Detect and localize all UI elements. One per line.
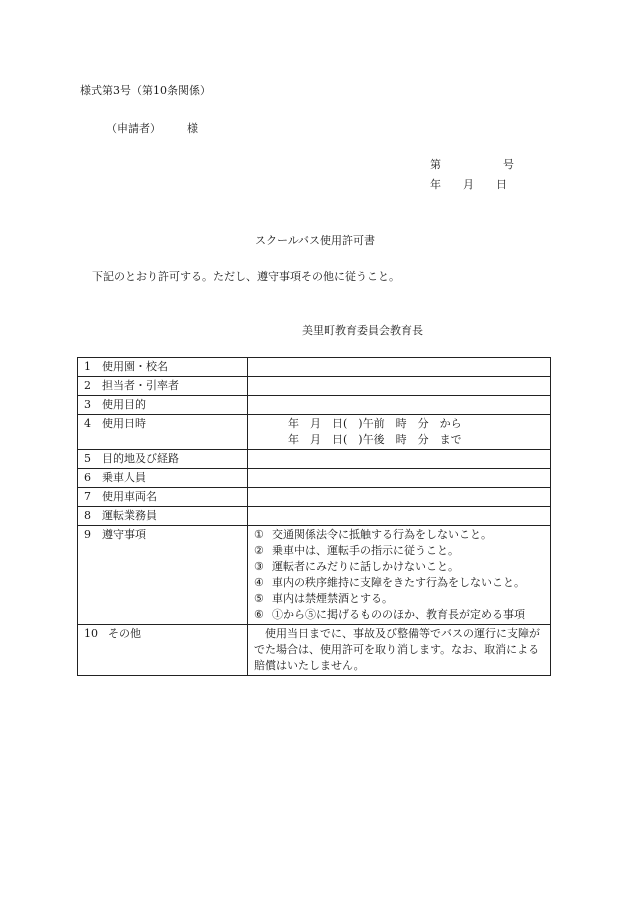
row-label (78, 507, 248, 526)
rule-item (254, 559, 544, 575)
form-number: 様式第3号（第10条関係） (80, 84, 211, 97)
permit-table (77, 357, 551, 676)
other-notes: 使用当日までに、事故及び整備等でバスの運行に支障がでた場合は、使用許可を取り消します。なお、取消による賠償はいたしません。 (248, 625, 551, 676)
row-value[interactable] (248, 488, 551, 507)
rule-item (254, 527, 544, 543)
row-number: 5 (84, 452, 91, 465)
rule-mark: ⑤ (254, 592, 264, 605)
document-title: スクールバス使用許可書 (254, 234, 375, 247)
row-number: 2 (84, 379, 91, 392)
row-value[interactable] (248, 469, 551, 488)
rule-text: 車内の秩序維持に支障をきたす行為をしないこと。 (272, 576, 525, 589)
rule-text: 車内は禁煙禁酒とする。 (272, 592, 393, 605)
honorific: 様 (187, 122, 198, 135)
rule-mark: ① (254, 528, 264, 541)
table-row-vehicle (78, 488, 551, 507)
table-row-destination (78, 450, 551, 469)
start-time-line: 年 月 日( )午前 時 分 から (288, 417, 462, 430)
issuer: 美里町教育委員会教育長 (302, 324, 423, 337)
row-label-text: 使用目的 (102, 398, 146, 411)
rule-text: 交通関係法令に抵触する行為をしないこと。 (272, 528, 492, 541)
table-row-passengers (78, 469, 551, 488)
row-label-text: その他 (108, 627, 141, 640)
row-label-text: 乗車人員 (102, 471, 146, 484)
document-date (430, 176, 507, 192)
rule-item (254, 591, 544, 607)
row-label-text: 目的地及び経路 (102, 452, 179, 465)
row-number: 4 (84, 417, 91, 430)
table-row-driver (78, 507, 551, 526)
row-value[interactable] (248, 358, 551, 377)
row-number: 9 (84, 528, 91, 541)
row-number: 1 (84, 360, 91, 373)
table-row-person (78, 377, 551, 396)
row-number: 8 (84, 509, 91, 522)
row-label (78, 625, 248, 676)
rule-mark: ⑥ (254, 608, 264, 621)
row-label-text: 使用園・校名 (102, 360, 168, 373)
rule-mark: ④ (254, 576, 264, 589)
row-value[interactable] (248, 507, 551, 526)
row-number: 3 (84, 398, 91, 411)
row-label (78, 526, 248, 625)
row-number: 7 (84, 490, 91, 503)
row-label-text: 運転業務員 (102, 509, 157, 522)
doc-no-suffix: 号 (503, 158, 514, 171)
row-value[interactable] (248, 377, 551, 396)
row-label (78, 377, 248, 396)
row-number: 6 (84, 471, 91, 484)
table-row-school (78, 358, 551, 377)
row-value[interactable] (248, 450, 551, 469)
date-year: 年 (430, 178, 441, 191)
row-label (78, 450, 248, 469)
datetime-value[interactable] (248, 415, 551, 450)
row-label-text: 担当者・引率者 (102, 379, 179, 392)
doc-no-prefix: 第 (430, 158, 441, 171)
end-time-line: 年 月 日( )午後 時 分 まで (288, 433, 462, 446)
table-row-rules (78, 526, 551, 625)
rule-text: 乗車中は、運転手の指示に従うこと。 (272, 544, 459, 557)
rule-text: ①から⑤に掲げるもののほか、教育長が定める事項 (272, 608, 525, 621)
rule-text: 運転者にみだりに話しかけないこと。 (272, 560, 459, 573)
row-number: 10 (84, 627, 98, 640)
rule-mark: ② (254, 544, 264, 557)
table-row-other (78, 625, 551, 676)
row-label-text: 使用日時 (102, 417, 146, 430)
date-month: 月 (463, 178, 474, 191)
rule-item (254, 543, 544, 559)
table-row-datetime (78, 415, 551, 450)
row-label-text: 遵守事項 (102, 528, 146, 541)
row-label (78, 415, 248, 450)
applicant-label: （申請者） (106, 122, 161, 135)
body-text: 下記のとおり許可する。ただし、遵守事項その他に従うこと。 (92, 270, 400, 283)
row-label (78, 488, 248, 507)
row-label (78, 469, 248, 488)
rule-item (254, 575, 544, 591)
date-day: 日 (496, 178, 507, 191)
row-label (78, 358, 248, 377)
applicant-line (106, 120, 198, 136)
row-label-text: 使用車両名 (102, 490, 157, 503)
rules-list (248, 526, 551, 625)
row-label (78, 396, 248, 415)
document-number (430, 156, 514, 172)
table-row-purpose (78, 396, 551, 415)
rule-mark: ③ (254, 560, 264, 573)
row-value[interactable] (248, 396, 551, 415)
rule-item (254, 607, 544, 623)
